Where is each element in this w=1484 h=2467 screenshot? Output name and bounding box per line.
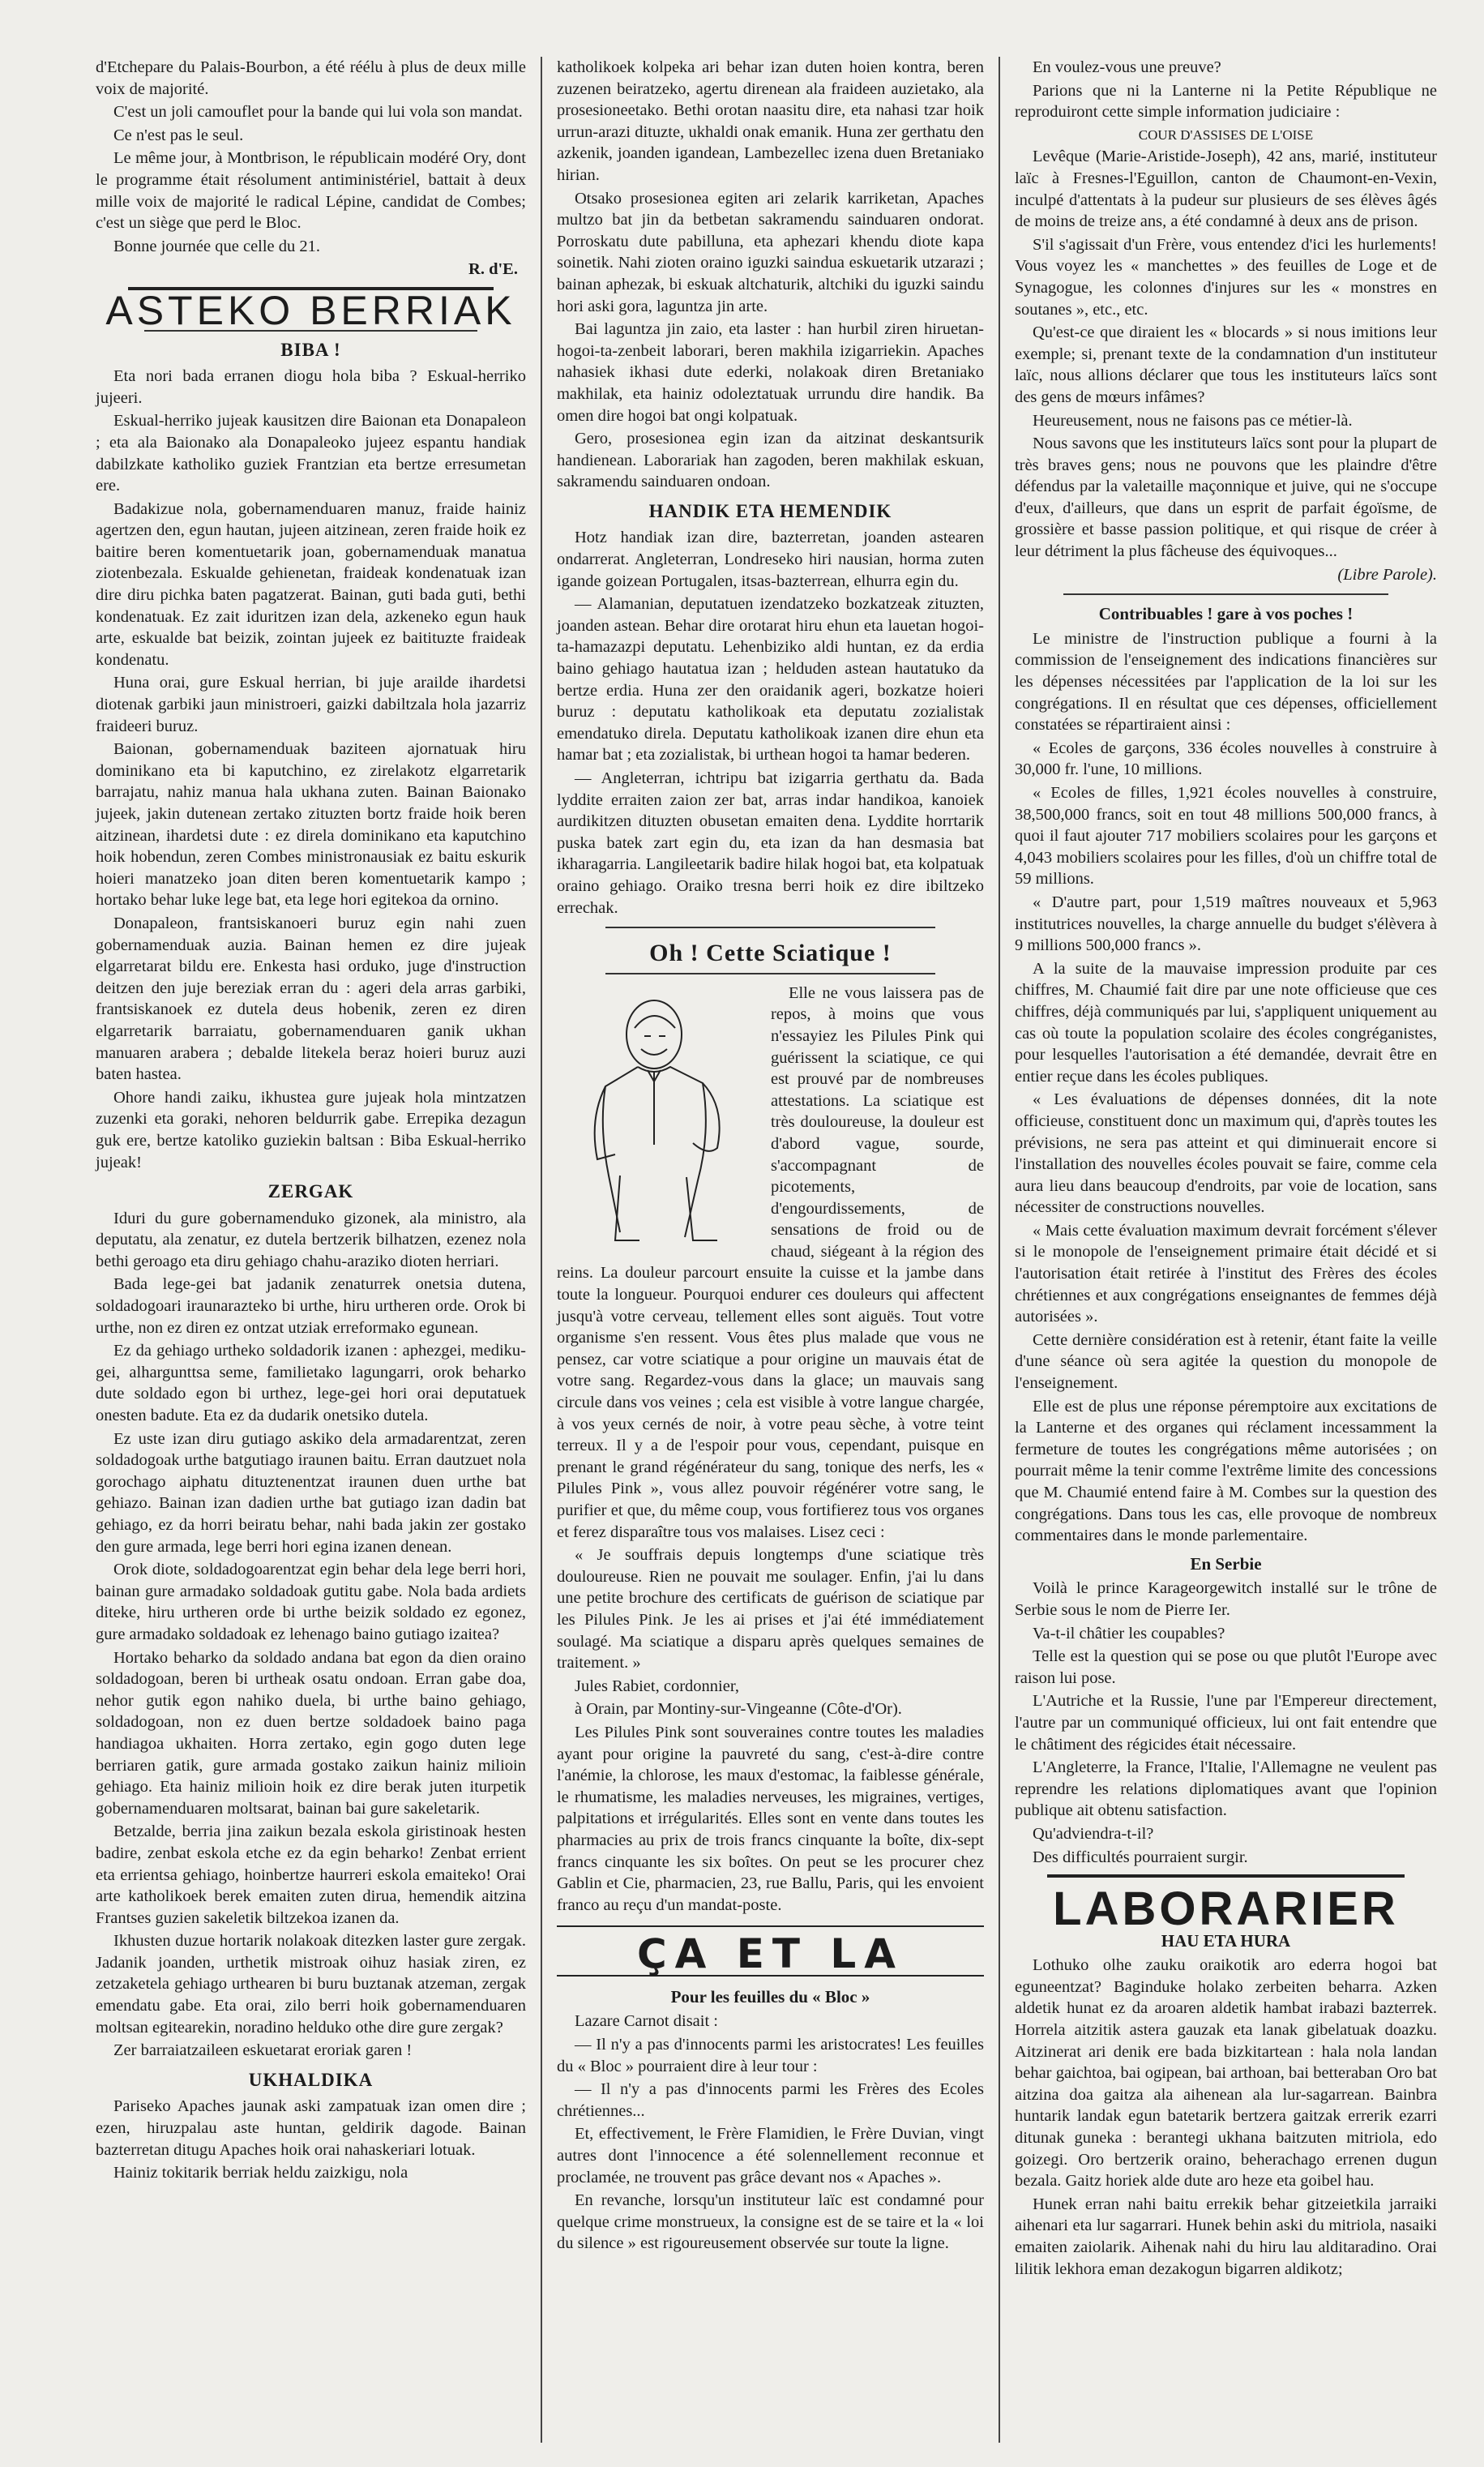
paragraph: « Mais cette évaluation maximum devrait forcément s'élever si le monopole de l'enseignement primaire était décidé et si l'autorisation était retirée à l'institut des Frères des écoles chrétiennes et aux congrégations enseignantes de femmes déjà autorisées ». xyxy=(1014,1221,1437,1326)
frere-article xyxy=(1015,234,1437,563)
paragraph: — Alamanian, deputatuen izendatzeko bozkatzeak zituzten, joanden astean. Behar dire orotarat hiru ehun eta lauetan hogoi-ta-hamazazpi deputatu. Lehenbiziko aldi huntan, ez da erdia baino gehiago hautatua izan ; helduden astean hautatuko da bertze erdia. Huna zer den oraidanik ageri, bozkatze hoieri buruz : deputatu katholikoak eta deputatu zozialistak emendatuko direla. Deputatu katholikoak izanen dire ehun eta hamar bat ; eta zozialistak, bi urthean hogoi ta hamar bederen. xyxy=(556,595,984,765)
paragraph: Telle est la question qui se pose ou que plutôt l'Europe avec raison lui pose. xyxy=(1014,1647,1437,1687)
serbie-article xyxy=(1015,1578,1437,1868)
paragraph: Baionan, gobernamenduak baziteen ajornatuak hiru dominikano eta bi kaputchino, ez zirelakotz elgarretarik barrajatu, nahiz manua hala ukhana zuten. Bainan Baionako jujeek, jakin dutenean zertako zituzten bortz fraide hoik beren aitzinean, ihardetsi dute : ez direla dominikano eta kaputchino hoik hobendun, zeren Combes ministronausiak ez baitu eskurik hoieri manatzeko joan diten beren komentuetarik kampo ; hortako behar luke lege bat, eta lege hori egitekoa da ornino. xyxy=(96,740,526,910)
paragraph: Et, effectivement, le Frère Flamidien, le Frère Duvian, vingt autres dont l'innocence a été solennellement reconnue et proclamée, ne trouvent pas grâce devant nos « Apaches ». xyxy=(556,2125,984,2186)
paragraph: L'Autriche et la Russie, l'une par l'Empereur directement, l'autre par un communiqué officieux, lui ont fait entendre que le châtiment des régicides était nécessaire. xyxy=(1014,1692,1437,1754)
paragraph: Donapaleon, frantsiskanoeri buruz egin nahi zuen gobernamenduak auzia. Bainan hemen ez dire jujeak elgarretarat bildu ere. Enkesta hasi orduko, juge d'instruction deitzen den juje bereziak erran du : ageri dela arras garbiki, frantsiskanoek ez dutela deus hobenik, zeren ez diren elgarretarik barraiatu, gobernamenduaren ganik ukhan manuaren arabera ; debalde litekela beraz hoieri buruz auzi baten hastea. xyxy=(96,914,526,1084)
paragraph: Eskual-herriko jujeak kausitzen dire Baionan eta Donapaleon ; eta ala Baionako ala Donapaleoko jujeez espantu handiak dabilzkate katholiko guziek Frantzian eta bertze erresumetan ere. xyxy=(96,412,526,495)
paragraph: Ohore handi zaiku, ikhustea gure jujeak hola mintzatzen zuzenki eta goraki, nehoren beldurrik gabe. Errepika dezagun guk ere, bertze katoliko guziekin baltsan : Biba Eskual-herriko jujeak! xyxy=(96,1088,526,1171)
intro-signature: R. d'E. xyxy=(468,260,518,279)
paragraph: C'est un joli camouflet pour la bande qui lui vola son mandat. xyxy=(113,103,523,122)
zergak-article xyxy=(96,1208,526,2062)
paragraph: « D'autre part, pour 1,519 maîtres nouveaux et 5,963 institutrices nouvelles, la charge annuelle du budget s'élèvera à 9 millions 500,000 francs ». xyxy=(1014,893,1437,955)
paragraph: « Les évaluations de dépenses données, dit la note officieuse, constituent donc un maximum qui, d'après toutes les prévisions, ne sera pas atteint et qui diminuerait encore si l'installation des nouvelles écoles pouvait se faire, comme cela aura lieu dans beaucoup d'endroits, par voie de location, sans nécessiter de constructions nouvelles. xyxy=(1014,1090,1437,1217)
paragraph: à Orain, par Montiny-sur-Vingeanne (Côte-d'Or). xyxy=(574,1700,902,1719)
serbie-heading: En Serbie xyxy=(1190,1553,1262,1574)
paragraph: Eta nori bada erranen diogu hola biba ? Eskual-herriko jujeeri. xyxy=(96,367,526,407)
paragraph: Lothuko olhe zauku oraikotik aro ederra hogoi bat eguneentzat? Baginduke holako zerbeiten beharra. Azken aldetik hunat ez da aroaren aldetik hambat irabazi bazterrek. Horrela aitzitik astera gauzak eta lanak gibelatuak doazku. Aitzinerat ari denik ere bada bizkitartean : hala nola landan behar gaichtoa, bai ogipean, bai arthoan, bai betteraban Oro bat aitzina doa gaitza ala aihenean ala lur-sagarrean. Bainbra huntarik landak egun batetarik bertzera gaitzak errerik ezarri ditunak guneka : berantegi ukhana baitzuten mitriola, edo goizegi. Oro bertzerik oraino, beherachago errenen dugun bezala. Gaitz horiek alde dute aro heze eta goibel hau. xyxy=(1014,1956,1437,2191)
paragraph: L'Angleterre, la France, l'Italie, l'Allemagne ne veulent pas reprendre les relations diplomatiques avant que l'opinion publique ait obtenu satisfaction. xyxy=(1014,1758,1437,1820)
assises-heading: COUR D'ASSISES DE L'OISE xyxy=(1138,126,1314,143)
laborarier-masthead: LABORARIER xyxy=(1053,1882,1399,1936)
preuve-article xyxy=(1015,57,1437,123)
paragraph: Hunek erran nahi baitu errekik behar gitzeietkila jarraiki aihenari eta lur sagarrari. Hunek behin aski du mitriola, nasaiki emaiten zaiolarik. Aihenak nahi du hiru lau alditaradino. Orai lilitik lekhora eman dezakogun bigarren aldikotz; xyxy=(1014,2195,1437,2278)
paragraph: Iduri du gure gobernamenduko gizonek, ala ministro, ala deputatu, ala zenatur, ez dutela bertzerik bilhatzen, ezenez nola bethi geroago eta diru gehiago chahu-araziko dioten herriari. xyxy=(96,1209,526,1270)
paragraph: Qu'adviendra-t-il? xyxy=(1032,1824,1154,1843)
ukhaldika-article xyxy=(96,2096,526,2183)
paragraph: Bada lege-gei bat jadanik zenaturrek onetsia dutena, soldadogoari iraunarazteko bi urthe, hiru urtheren orde. Orok bi urthe, non ez diren ez ontzat utziak erreformako egunean. xyxy=(96,1275,526,1337)
divider xyxy=(1047,1874,1405,1878)
paragraph: — Il n'y a pas d'innocents parmi les Frères des Ecoles chrétiennes... xyxy=(556,2080,984,2120)
paragraph: Hortako beharko da soldado andana bat egon da dien oraino soldadogoan, beren bi urtheak osatu ondoan. Erran gabe doa, nehor gutik egon nahiko duela, bi urthe baino gehiago, soldadogoan, non ez duen bertze soldadoek baino paga handiagoa ukhaiten. Horra zertako, egin gogo duten lege berriaren gatik, gure armada gostako zaikun hainiz milioin gehiago. Eta hainiz milioin hoik ez dire berak juten iturpetik gobernamenduaren moltsarat, bainan bai gure sakeletarik. xyxy=(96,1648,526,1818)
masthead-asteko-berriak: ASTEKO BERRIAK xyxy=(105,287,516,333)
divider xyxy=(1063,593,1388,595)
paragraph: « Je souffrais depuis longtemps d'une sciatique très douloureuse. Rien ne pouvait me soulager. Enfin, j'ai lu dans une petite brochure des certificats de guérison de sciatique par les Pilules Pink. Je les ai prises et j'ai été immédiatement soulagé. Ma sciatique a disparu après quelques semaines de traitement. » xyxy=(556,1546,984,1673)
bloc-article xyxy=(557,2011,984,2255)
ca-et-la-heading: ÇA ET LA xyxy=(636,1930,904,1978)
paragraph: Parions que ni la Lanterne ni la Petite République ne reproduiront cette simple information judiciaire : xyxy=(1014,81,1437,122)
paragraph: Badakizue nola, gobernamenduaren manuz, fraide hainiz agertzen den, egun hautan, jujeen aitzinean, zeren fraide hoik ez baitire beren komentuetarik joan, gobernamenduak manatua ziotenbezala. Eskualde gehienetan, fraideak kondenatuak izan dire diru pichka baten pagatzerat. Bainan, guti bada guti, bethi kondenatuak. Ez zait iduritzen izan dela, azkeneko egun hauk arte, eskualde bat beizik, zointan jujeek ez baitituzte fraideak kondenatu. xyxy=(96,499,526,669)
sciatique-heading: Oh ! Cette Sciatique ! xyxy=(649,940,892,967)
paragraph: — Angleterran, ichtripu bat izigarria gerthatu da. Bada lyddite erraiten zaion zer bat, arras indar handikoa, kanoiek aurdikitzen dituzten obusetan emaiten dena. Lyddite horrtarik puska batek zart egin du, eta izan da han desmasia bat ikharagarria. Langileetarik badire hilak hogoi bat, eta kolpatuak oraino gehiago. Oraiko tresna berri hoik ez dire ibiltzeko errechak. xyxy=(556,769,984,917)
paragraph: A la suite de la mauvaise impression produite par ces chiffres, M. Chaumié fait dire par une note officieuse que ces chiffres, déjà communiqués par lui, s'appliquent uniquement au cas où toute la population scolaire des écoles congréganistes, pour lesquelles l'autorisation a été demandée, devrait être en entier reçue dans les écoles publiques. xyxy=(1014,959,1437,1086)
paragraph: Heureusement, nous ne faisons pas ce métier-là. xyxy=(1032,411,1353,430)
paragraph: Ikhusten duzue hortarik nolakoak ditezken laster gure zergak. Jadanik joanden, urthetik mistroak oihuz hasiak ziren, ez zetzaketela gehiago urthearen bi buru buztanak atzeman, zergak emendatu gabe. Eta orai, zilo berri hoik gobernamenduaren moltsan egitearekin, noradino helduko othe dire gure zergak? xyxy=(96,1932,526,2037)
paragraph: Zer barraiatzaileen eskuetarat eroriak garen ! xyxy=(113,2041,413,2060)
contribuables-article xyxy=(1015,628,1437,1547)
paragraph: Gero, prosesionea egin izan da aitzinat deskantsurik handienean. Laborariak han zagoden, beren makhilak eskuan, sakramendu sainduaren ondoan. xyxy=(556,430,984,491)
paragraph: Elle est de plus une réponse péremptoire aux excitations de la Lanterne et des organes qui réclament incessamment la fermeture de toutes les congrégations même autorisées ; on pourrait même la tenir comme l'extrême limite des concessions que M. Chaumié entend faire à M. Combes sur la question des congrégations. Dans tous les cas, elle provoque de nombreux commentaires dans le monde parlementaire. xyxy=(1014,1397,1437,1545)
paragraph: Lazare Carnot disait : xyxy=(574,2012,718,2031)
contribuables-heading: Contribuables ! gare à vos poches ! xyxy=(1098,604,1354,624)
paragraph: Hotz handiak izan dire, bazterretan, joanden astearen ondarrerat. Angleterran, Londreseko hiri nausian, horma zuten igande goizean Portugalen, itsas-bazterrean, elhurra egin du. xyxy=(556,529,984,590)
zergak-heading: ZERGAK xyxy=(267,1181,354,1202)
sciatique-advert xyxy=(557,983,984,1917)
paragraph: Ce n'est pas le seul. xyxy=(113,126,244,144)
libre-parole-source: (Libre Parole). xyxy=(1337,565,1437,584)
paragraph: Les Pilules Pink sont souveraines contre toutes les maladies ayant pour origine la pauvreté du sang, c'est-à-dire contre l'anémie, la chlorose, les maux d'estomac, la faiblesse générale, le rhumatisme, les maladies nerveuses, les migraines, vertiges, palpitations et irrégularités. Elles sont en vente dans toutes les pharmacies au prix de trois francs cinquante la boîte, dix-sept francs cinquante les six boîtes. On peut se les procurer chez Gablin et Cie, pharmacien, 23, rue Ballu, Paris, qui les envoient franco au reçu d'un mandat-poste. xyxy=(556,1723,984,1914)
divider xyxy=(605,927,935,928)
intro-article xyxy=(96,57,526,257)
paragraph: Otsako prosesionea egiten ari zelarik karriketan, Apaches multzo bat jin da betbetan sakramendu sainduaren ondorat. Porroskatu dute pabilluna, eta aphezari khendu diote kapa soinetik. Nahi zioten oraino iguzki saindua eskuetarik utzarazi ; bainan aphezak, bi eskuak altchaturik, altchiki du iguzki saindu hori aski gora, laguntza jin arte. xyxy=(556,189,984,315)
paragraph: Nous savons que les instituteurs laïcs sont pour la plupart de très braves gens; nous ne pouvons que les plaindre d'être défendus par la valetaille maçonnique et juive, qui ne s'occupe d'eux, d'ailleurs, que dans un esprit de parfait égoïsme, de grossière et basse passion politique, et qui risque de créer à leur détriment la plus fâcheuse des équivoques... xyxy=(1014,435,1437,561)
divider xyxy=(605,973,935,974)
bloc-heading: Pour les feuilles du « Bloc » xyxy=(670,1986,870,2007)
paragraph: Le ministre de l'instruction publique a fourni à la commission de l'enseignement des indications financières sur les dépenses nécessitées par l'application de la loi sur les congrégations. Il en résultat que ces dépenses, officiellement constatées se répartiraient ainsi : xyxy=(1014,629,1437,735)
eveque-paragraph: Levêque (Marie-Aristide-Joseph), 42 ans, marié, instituteur laïc à Fresnes-l'Eguillon, canton de Chaumont-en-Vexin, inculpé d'attentats à la pudeur sur plusieurs de ses élèves âgés de moins de treize ans, a été condamné à deux ans de prison. xyxy=(1014,148,1437,231)
hau-eta-hura-heading: HAU ETA HURA xyxy=(1161,1930,1291,1951)
paragraph: « Ecoles de garçons, 336 écoles nouvelles à construire à 30,000 fr. l'une, 10 millions. xyxy=(1014,739,1437,779)
paragraph: En voulez-vous une preuve? xyxy=(1032,58,1221,76)
paragraph: Des difficultés pourraient surgir. xyxy=(1032,1848,1248,1866)
column-2 xyxy=(541,57,1000,2443)
paragraph: Bonne journée que celle du 21. xyxy=(113,237,321,255)
biba-article xyxy=(96,366,526,1173)
column-3 xyxy=(1000,57,1452,2443)
paragraph: Bai laguntza jin zaio, eta laster : han hurbil ziren hiruetan-hogoi-ta-zenbeit laborari, beren makhila izigarriekin. Apaches nahasiek ikhasi dute ederki, nolakoak diren Bretaniako makhilak, eta hainiz odoleztatuak urrundu dire handik. Ba omen dire hogoi bat ongi kolpatuak. xyxy=(556,320,984,425)
paragraph: Orok diote, soldadogoarentzat egin behar dela lege berri hori, bainan gure armadako soldadoak gutitu gabe. Nola bada ardiets diteke, hiru urtheren orde bi urthe beizik soldado ez egonez, gure armadako soldadoak ez lehenago baino gutiago izaitea? xyxy=(96,1561,526,1643)
paragraph: Cette dernière considération est à retenir, étant faite la veille d'une séance où sera agitée la question du monopole de l'enseignement. xyxy=(1014,1330,1437,1393)
paragraph: Elle ne vous laissera pas de repos, à moins que vous n'essayiez les Pilules Pink qui guérissent la sciatique, ce qui est prouvé par de nombreuses attestations. La sciatique est très douloureuse, la douleur est d'abord vague, sourde, s'accompagnant de picotements, d'engourdissements, de sensations de froid ou de chaud, siégeant à la région des reins. La douleur parcourt ensuite la cuisse et la jambe dans toute la longueur. Pourquoi endurer ces douleurs qui affectent jusqu'à votre cerveau, tellement elles sont aiguës. Tout votre organisme s'en ressent. Vous êtes plus malade que vous ne pensez, car votre sciatique a pour origine un mauvais état de votre sang. Regardez-vous dans la glace; un mauvais sang circule dans vos veines ; cela est visible à votre langue chargée, à vos yeux cernés de noir, à votre peau sèche, à votre teint terreux. Il y a de l'espoir pour vous, cependant, puisque en prenant le grand régénérateur du sang, tonique des nerfs, les « Pilules Pink », vous allez pouvoir régénérer votre sang, le purifier et que, du même coup, vous fortifierez tous vos organes et ferez disparaître tous vos malaises. Lisez ceci : xyxy=(556,983,984,1541)
paragraph: Betzalde, berria jina zaikun bezala eskola giristinoak hesten badire, zenbat eskola etche ez da egin beharko! Zenbat errient eta errientsa gehiago, hoinbertze haurreri eskola emaiteko! Orai arte katholikoek berek emaiten zuten dirua, hemendik aitzina Frantses guzien sakeletik biltzekoa izanen da. xyxy=(96,1822,526,1927)
paragraph: Hainiz tokitarik berriak heldu zaizkigu, nola xyxy=(113,2164,408,2182)
paragraph: d'Etchepare du Palais-Bourbon, a été réélu à plus de deux mille voix de majorité. xyxy=(96,58,526,98)
paragraph: Pariseko Apaches jaunak aski zampatuak izan omen dire ; ezen, hiruzpalau aste huntan, geldirik dagode. Bainan bazterretan ditugu Apaches hoik orai nahaskeriari lotuak. xyxy=(96,2097,526,2159)
paragraph: Va-t-il châtier les coupables? xyxy=(1032,1624,1225,1643)
paragraph: katholikoek kolpeka ari behar izan duten hoien kontra, beren zuzenen beiratzeko, agertu direnean ala fraideen auzietako, ala prosesioneetako. Bethi orotan naasitu dire, eta nahasi tzar hoik urrun-arazi dituzte, ukhaldi onak emanik. Huna zer gerthatu den azkenik, joanden igandean, Lambezellec izena duen Bretaniako hirian. xyxy=(556,58,984,184)
paragraph: Qu'est-ce que diraient les « blocards » si nous imitions leur exemple; si, prenant texte de la condamnation d'un instituteur laïc, nous allions déclarer que tous les instituteurs laïcs sont des gens de mœurs infâmes? xyxy=(1014,323,1437,406)
paragraph: Huna orai, gure Eskual herrian, bi juje arailde ihardetsi diotenak garbiki jaun ministroeri, gaizki dabiltzala hola jazarriz fraideeri buruz. xyxy=(96,674,526,735)
sciatica-man-figure xyxy=(557,986,759,1253)
paragraph: Voilà le prince Karageorgewitch installé sur le trône de Serbie sous le nom de Pierre Ier. xyxy=(1014,1579,1437,1619)
hau-eta-hura-article xyxy=(1015,1955,1437,2280)
paragraph: Le même jour, à Montbrison, le républicain modéré Ory, dont le programme était résolument antiministériel, battait à deux mille voix de majorité le radical Lépine, candidat de Combes; c'est un siège que perd le Bloc. xyxy=(96,149,526,233)
paragraph: Jules Rabiet, cordonnier, xyxy=(574,1677,739,1695)
divider xyxy=(557,1925,984,1927)
man-illustration xyxy=(557,986,759,1253)
continued-article xyxy=(557,57,984,493)
paragraph: Ez uste izan diru gutiago askiko dela armadarentzat, zeren soldadogoak urthe batgutiago iraunen baitu. Erran dautzuet nola gorochago aiphatu dituztenentzat iraunen duen urthe bat gehiazo. Bainan izan dadien urthe bat gutiago izan dadin bat gehiago, ez da horri beiratu behar, nahi bada jakin zer gostako den gure armada, lege berri hori egina izanen denean. xyxy=(96,1429,526,1556)
handik-heading: HANDIK ETA HEMENDIK xyxy=(648,500,892,521)
paragraph: — Il n'y a pas d'innocents parmi les aristocrates! Les feuilles du « Bloc » pourraient dire à leur tour : xyxy=(556,2036,984,2075)
paragraph: « Ecoles de filles, 1,921 écoles nouvelles à construire, 38,500,000 francs, soit en tout 48 millions 500,000 francs, à quoi il faut ajouter 717 mobiliers scolaires pour les garçons et 4,043 mobiliers scolaires pour les filles, d'où un chiffre total de 59 millions. xyxy=(1014,784,1437,889)
paragraph: S'il s'agissait d'un Frère, vous entendez d'ici les hurlements! Vous voyez les « manchettes » des feuilles de Loge et de Synagogue, les colonnes d'injures sur les « monstres en soutanes », etc., etc. xyxy=(1014,235,1437,319)
handik-article xyxy=(557,527,984,919)
paragraph: Ez da gehiago urtheko soldadorik izanen : aphezgei, mediku-gei, alhargunttsa seme, familietako lagungarri, orok beharko dute soldado egon bi urthez, lege-gei hori orai deputatuek onesten badute. Eta ez da dudarik onetsiko dutela. xyxy=(96,1342,526,1425)
paragraph: En revanche, lorsqu'un instituteur laïc est condamné pour quelque crime monstrueux, la consigne est de se taire et la « loi du silence » est rigoureusement observée sur toute la ligne. xyxy=(556,2191,984,2253)
biba-heading: BIBA ! xyxy=(280,339,341,360)
column-1 xyxy=(81,57,541,2443)
ukhaldika-heading: UKHALDIKA xyxy=(248,2069,374,2090)
